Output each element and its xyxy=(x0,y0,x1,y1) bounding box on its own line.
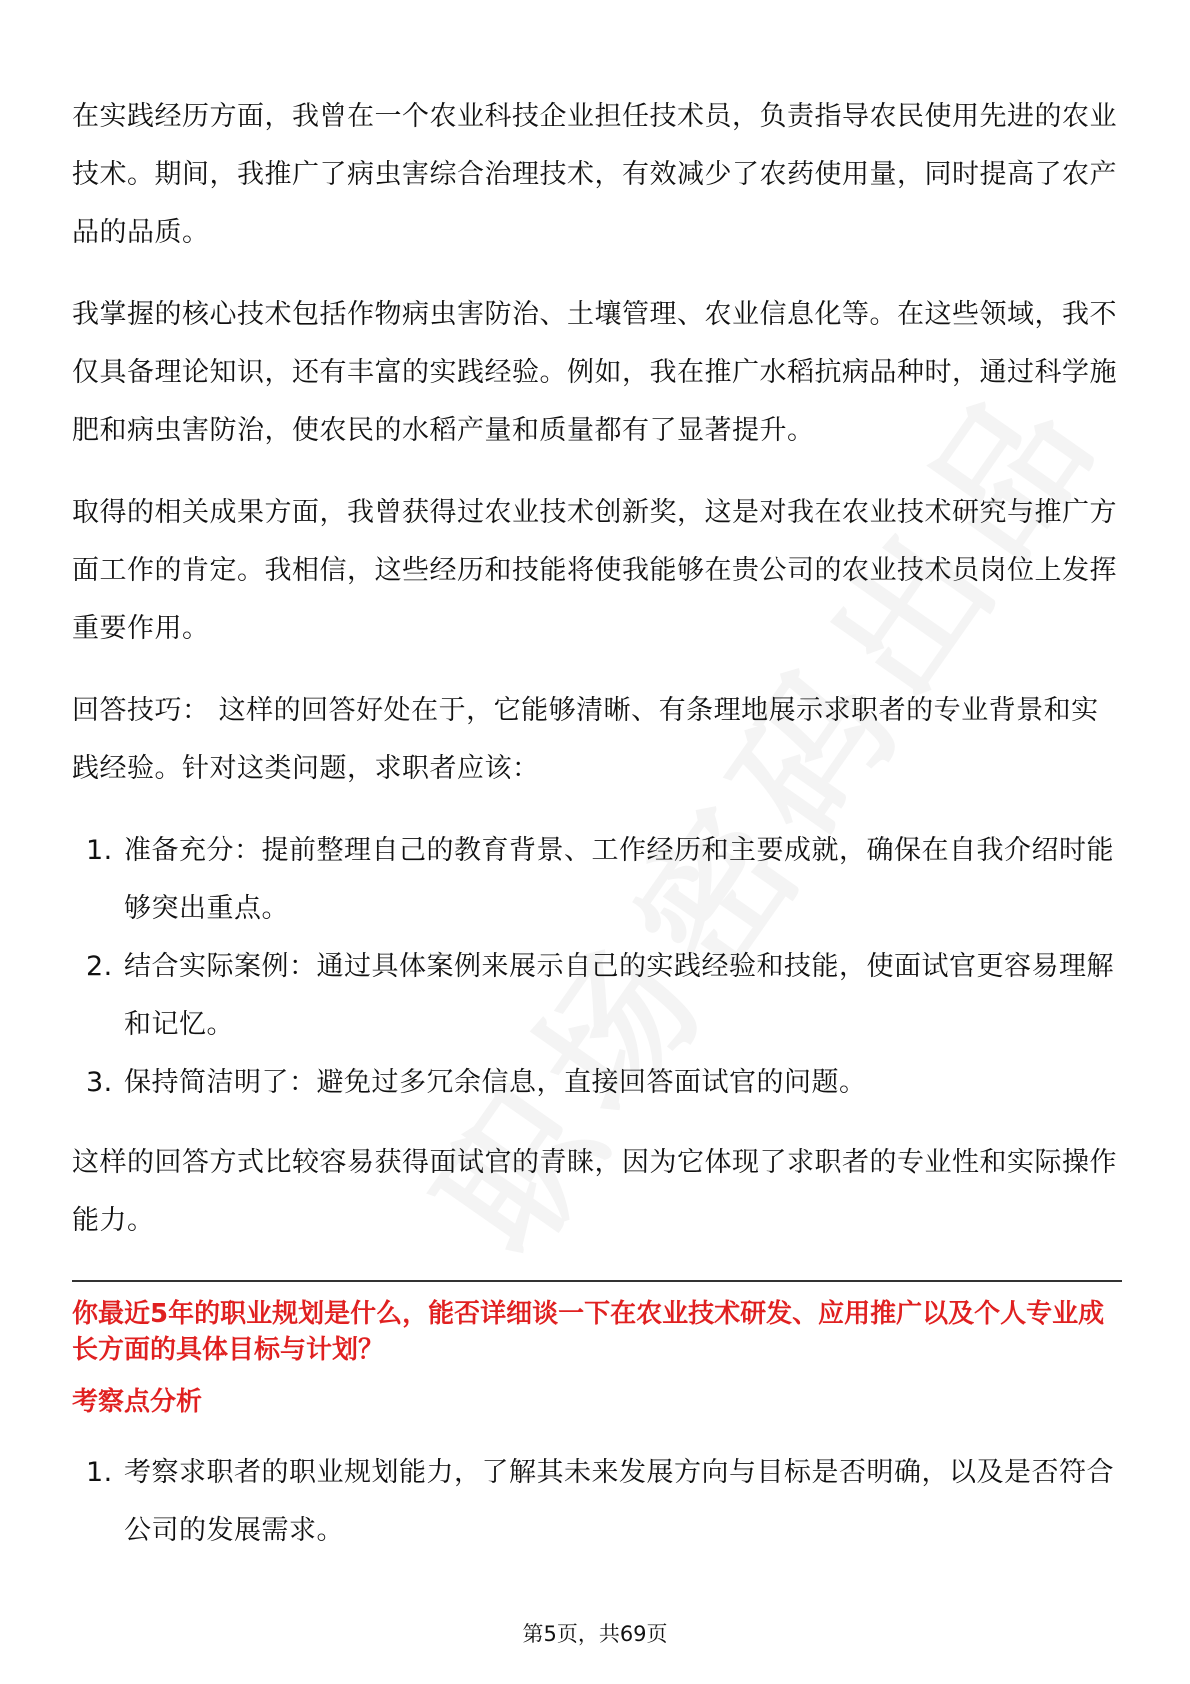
list-item-text: 保持简洁明了：避免过多冗余信息，直接回答面试官的问题。 xyxy=(124,1067,867,1098)
list-item xyxy=(72,822,1122,938)
list-item xyxy=(72,1444,1122,1560)
page-content xyxy=(72,88,1122,1582)
section-divider xyxy=(72,1280,1122,1282)
list-item-text: 准备充分：提前整理自己的教育背景、工作经历和主要成就，确保在自我介绍时能够突出重点。 xyxy=(124,835,1114,924)
analysis-list xyxy=(72,1444,1122,1560)
list-item-number: 3. xyxy=(86,1067,113,1098)
paragraph-core-skills: 我掌握的核心技术包括作物病虫害防治、土壤管理、农业信息化等。在这些领域，我不仅具备理论知识，还有丰富的实践经验。例如，我在推广水稻抗病品种时，通过科学施肥和病虫害防治，使农民的水稻产量和质量都有了显著提升。 xyxy=(72,299,1117,446)
section-title: 考察点分析 xyxy=(72,1387,203,1417)
list-item xyxy=(72,1054,1122,1112)
paragraph-answer-tips: 回答技巧： 这样的回答好处在于，它能够清晰、有条理地展示求职者的专业背景和实践经验。针对这类问题，求职者应该： xyxy=(72,695,1099,784)
interview-question: 你最近5年的职业规划是什么，能否详细谈一下在农业技术研发、应用推广以及个人专业成长方面的具体目标与计划？ xyxy=(72,1299,1105,1365)
list-item-number: 1. xyxy=(86,1457,113,1488)
page-footer: 第5页，共69页 xyxy=(522,1622,668,1646)
list-item-text: 考察求职者的职业规划能力，了解其未来发展方向与目标是否明确，以及是否符合公司的发展需求。 xyxy=(124,1457,1114,1546)
list-item-text: 结合实际案例：通过具体案例来展示自己的实践经验和技能，使面试官更容易理解和记忆。 xyxy=(124,951,1114,1040)
list-item-number: 2. xyxy=(86,951,113,982)
tips-list xyxy=(72,822,1122,1112)
paragraph-experience: 在实践经历方面，我曾在一个农业科技企业担任技术员，负责指导农民使用先进的农业技术。期间，我推广了病虫害综合治理技术，有效减少了农药使用量，同时提高了农产品的品质。 xyxy=(72,101,1117,248)
paragraph-closing: 这样的回答方式比较容易获得面试官的青睐，因为它体现了求职者的专业性和实际操作能力。 xyxy=(72,1147,1117,1236)
paragraph-achievements: 取得的相关成果方面，我曾获得过农业技术创新奖，这是对我在农业技术研究与推广方面工作的肯定。我相信，这些经历和技能将使我能够在贵公司的农业技术员岗位上发挥重要作用。 xyxy=(72,497,1117,644)
list-item xyxy=(72,938,1122,1054)
list-item-number: 1. xyxy=(86,835,113,866)
